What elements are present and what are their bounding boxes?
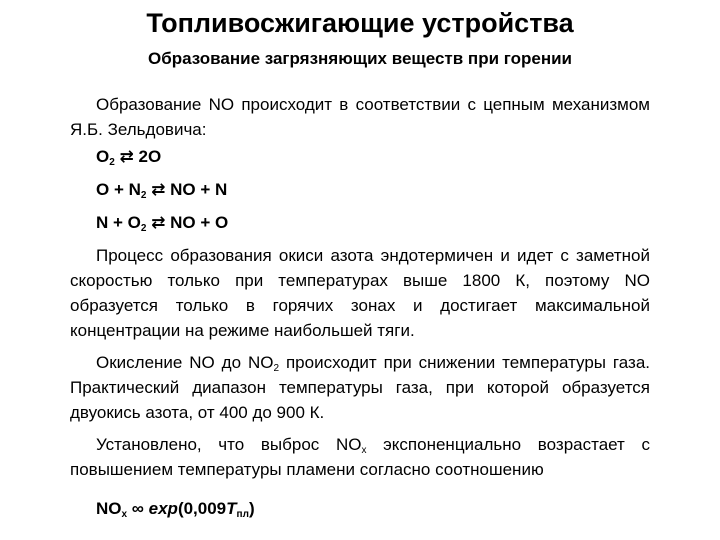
equation-n-plus-o2: $N + O_2$ ⇄ NO + O (96, 213, 229, 234)
equation-oxygen-dissociation: $O_2$ ⇄ 2O (96, 147, 162, 168)
page-subtitle: Образование загрязняющих веществ при горении (147, 49, 572, 68)
paragraph-mechanism: Образование NO происходит в соответствии с цепным механизмом Я.Б. Зельдовича: (70, 95, 650, 139)
content-body (70, 92, 650, 522)
page-title: Топливосжигающие устройства (146, 8, 574, 38)
formula-nox-exp: $NO_x$ ∞ $\exp(0,009T_{пл})$ (96, 499, 255, 520)
equation-o-plus-n2: $O + N_2$ ⇄ NO + N (96, 180, 228, 201)
paragraph-emission: Установлено, что выброс $NO_x$ экспоненциально возрастает с повышением температуры пламени согласно соотношению (70, 435, 650, 479)
paragraph-endothermic: Процесс образования окиси азота эндотермичен и идет с заметной скоростью только при температурах выше 1800 К, поэтому NO образуется только в горячих зонах и достигает максимальной концентрации на режиме наибольшей тяги. (70, 246, 650, 340)
paragraph-oxidation: Окисление NO до $NO_2$ происходит при снижении температуры газа. Практический диапазон температуры газа, при которой образуется двуокись азота, от 400 до 900 К. (70, 353, 650, 422)
